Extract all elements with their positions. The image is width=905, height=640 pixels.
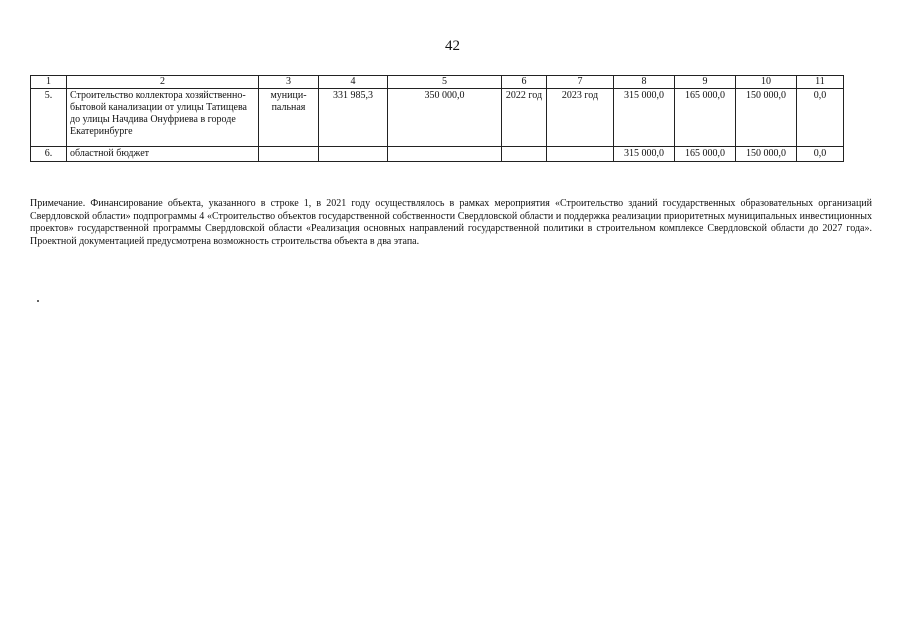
- year-cell: 2023 год: [547, 89, 614, 147]
- value-cell: 315 000,0: [614, 147, 675, 162]
- column-number: 10: [736, 76, 797, 89]
- column-number: 2: [67, 76, 259, 89]
- table-row: [31, 89, 844, 147]
- value-cell: [388, 147, 502, 162]
- page-number: 42: [445, 38, 460, 54]
- column-number: 1: [31, 76, 67, 89]
- ownership-cell: муници-пальная: [259, 89, 319, 147]
- footnote: Примечание. Финансирование объекта, указанного в строке 1, в 2021 году осуществлялось в рамках мероприятия «Строительство зданий государственных образовательных организаций Свердловской области» подпрограммы 4 «Строительство объектов государственной собственности Свердловской области и поддержка реализации приоритетных муниципальных инвестиционных проектов» государственной программы Свердловской области «Реализация основных направлений государственной политики в строительном комплексе Свердловской области до 2027 года». Проектной документацией предусмотрена возможность строительства объекта в два этапа.: [30, 198, 872, 247]
- value-cell: 331 985,3: [319, 89, 388, 147]
- value-cell: 150 000,0: [736, 89, 797, 147]
- value-cell: [319, 147, 388, 162]
- column-number: 3: [259, 76, 319, 89]
- row-number: 5.: [31, 89, 67, 147]
- budget-table: [30, 75, 844, 162]
- row-number: 6.: [31, 147, 67, 162]
- value-cell: 150 000,0: [736, 147, 797, 162]
- value-cell: 0,0: [797, 89, 844, 147]
- year-cell: 2022 год: [502, 89, 547, 147]
- column-number-row: [31, 76, 844, 89]
- value-cell: 165 000,0: [675, 147, 736, 162]
- column-number: 9: [675, 76, 736, 89]
- scan-speck: [37, 300, 39, 302]
- object-name: Строительство коллектора хозяйственно-бытовой канализации от улицы Татищева до улицы Начдива Онуфриева в городе Екатеринбурге: [67, 89, 259, 147]
- year-cell: [547, 147, 614, 162]
- column-number: 6: [502, 76, 547, 89]
- table-row: [31, 147, 844, 162]
- value-cell: 315 000,0: [614, 89, 675, 147]
- column-number: 7: [547, 76, 614, 89]
- value-cell: 350 000,0: [388, 89, 502, 147]
- value-cell: 165 000,0: [675, 89, 736, 147]
- column-number: 8: [614, 76, 675, 89]
- column-number: 11: [797, 76, 844, 89]
- column-number: 4: [319, 76, 388, 89]
- ownership-cell: [259, 147, 319, 162]
- column-number: 5: [388, 76, 502, 89]
- object-name: областной бюджет: [67, 147, 259, 162]
- value-cell: 0,0: [797, 147, 844, 162]
- year-cell: [502, 147, 547, 162]
